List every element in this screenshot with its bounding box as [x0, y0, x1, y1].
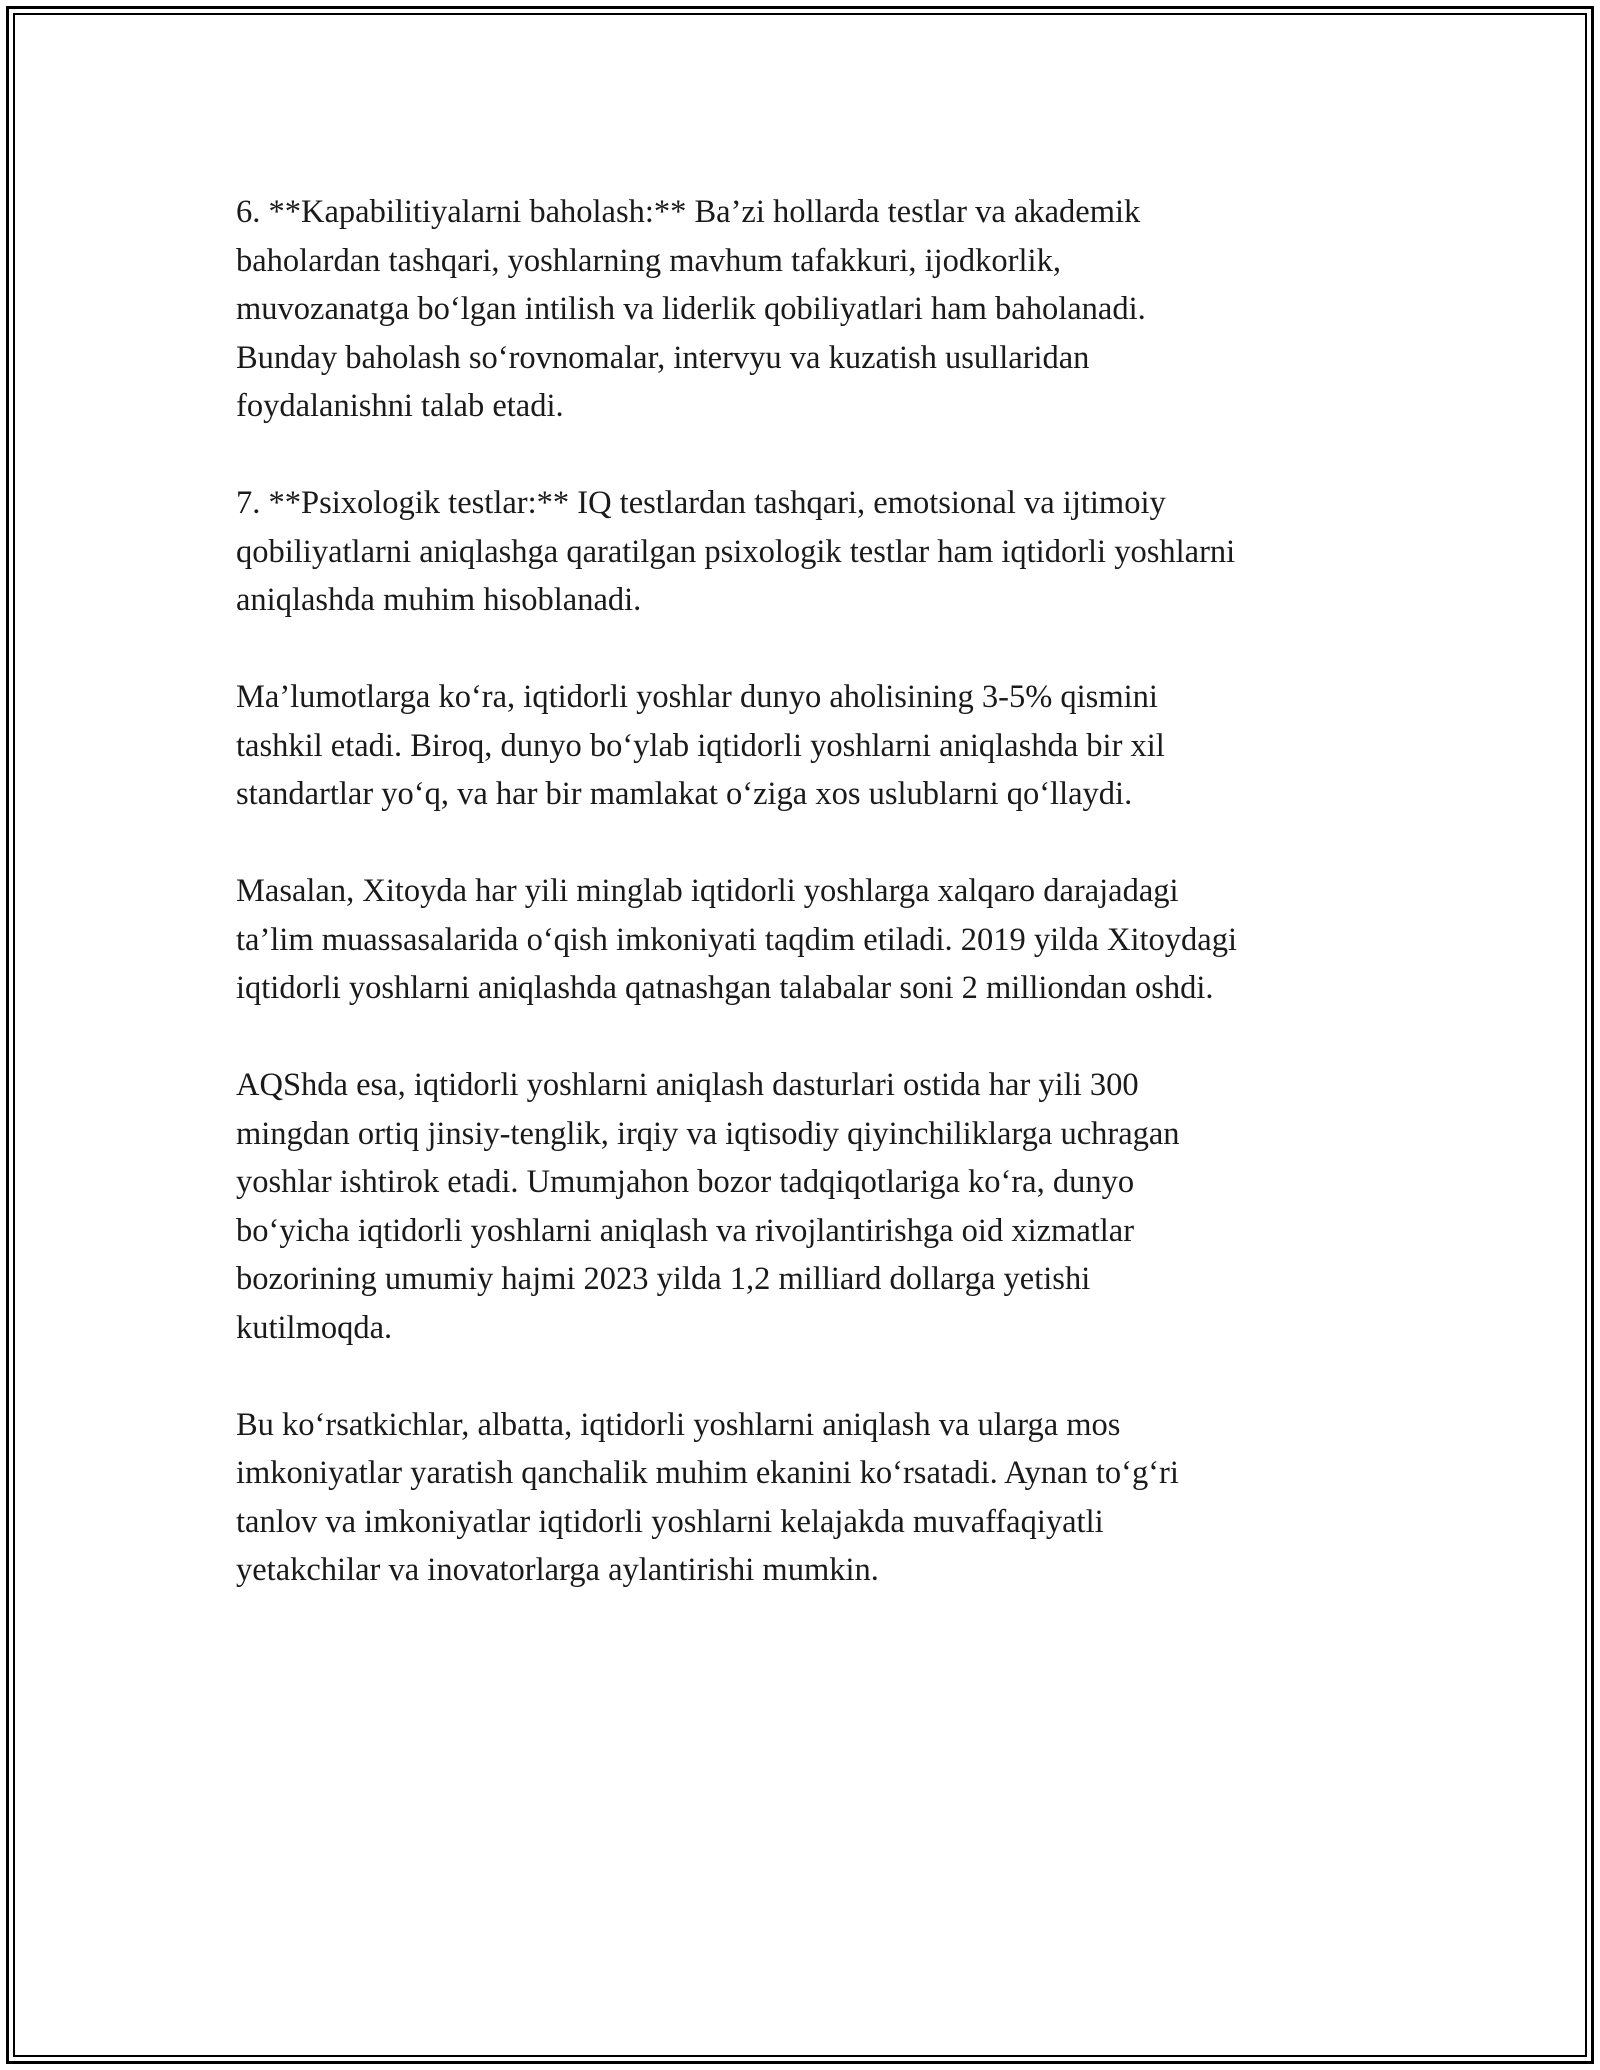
text-line: yetakchilar va inovatorlarga aylantirishi mumkin. [236, 1552, 879, 1588]
text-line: Bu koʻrsatkichlar, albatta, iqtidorli yoshlarni aniqlash va ularga mos [236, 1406, 1121, 1443]
text-line: 7. **Psixologik testlar:** IQ testlardan tashqari, emotsional va ijtimoiy [236, 485, 1166, 521]
paragraph-conclusion [236, 1401, 1386, 1595]
text-line: AQShda esa, iqtidorli yoshlarni aniqlash dasturlari ostida har yili 300 [236, 1067, 1139, 1103]
text-line: foydalanishni talab etadi. [236, 388, 564, 424]
text-line: boʻyicha iqtidorli yoshlarni aniqlash va rivojlantirishga oid xizmatlar [236, 1212, 1135, 1249]
paragraph-global-statistics [236, 673, 1386, 819]
text-line: baholardan tashqari, yoshlarning mavhum tafakkuri, ijodkorlik, [236, 242, 1061, 279]
document-body [236, 188, 1386, 1643]
text-line: kutilmoqda. [236, 1309, 393, 1346]
text-line: Masalan, Xitoyda har yili minglab iqtidorli yoshlarga xalqaro darajadagi [236, 873, 1179, 909]
text-line: iqtidorli yoshlarni aniqlashda qatnashgan talabalar soni 2 milliondan oshdi. [236, 970, 1214, 1006]
paragraph-capabilities-assessment [236, 188, 1386, 431]
paragraph-psychological-tests [236, 479, 1386, 625]
text-line: Bunday baholash soʻrovnomalar, intervyu va kuzatish usullaridan [236, 339, 1090, 376]
text-line: 6. **Kapabilitiyalarni baholash:** Ba’zi hollarda testlar va akademik [236, 194, 1141, 230]
text-line: mingdan ortiq jinsiy-tenglik, irqiy va iqtisodiy qiyinchiliklarga uchragan [236, 1115, 1180, 1152]
text-line: tanlov va imkoniyatlar iqtidorli yoshlarni kelajakda muvaffaqiyatli [236, 1503, 1104, 1540]
text-line: bozorining umumiy hajmi 2023 yilda 1,2 milliard dollarga yetishi [236, 1261, 1091, 1297]
text-line: imkoniyatlar yaratish qanchalik muhim ekanini koʻrsatadi. Aynan toʻgʻri [236, 1455, 1179, 1491]
text-line: tashkil etadi. Biroq, dunyo boʻylab iqtidorli yoshlarni aniqlashda bir xil [236, 727, 1165, 764]
text-line: qobiliyatlarni aniqlashga qaratilgan psixologik testlar ham iqtidorli yoshlarni [236, 533, 1236, 570]
text-line: yoshlar ishtirok etadi. Umumjahon bozor tadqiqotlariga koʻra, dunyo [236, 1164, 1135, 1200]
paragraph-china-example [236, 867, 1386, 1013]
paragraph-usa-example [236, 1061, 1386, 1352]
text-line: standartlar yoʻq, va har bir mamlakat oʻziga xos uslublarni qoʻllaydi. [236, 776, 1133, 812]
text-line: ta’lim muassasalarida oʻqish imkoniyati taqdim etiladi. 2019 yilda Xitoydagi [236, 921, 1237, 958]
text-line: Ma’lumotlarga koʻra, iqtidorli yoshlar dunyo aholisining 3-5% qismini [236, 679, 1158, 715]
text-line: muvozanatga boʻlgan intilish va liderlik qobiliyatlari ham baholanadi. [236, 291, 1146, 327]
text-line: aniqlashda muhim hisoblanadi. [236, 582, 642, 618]
